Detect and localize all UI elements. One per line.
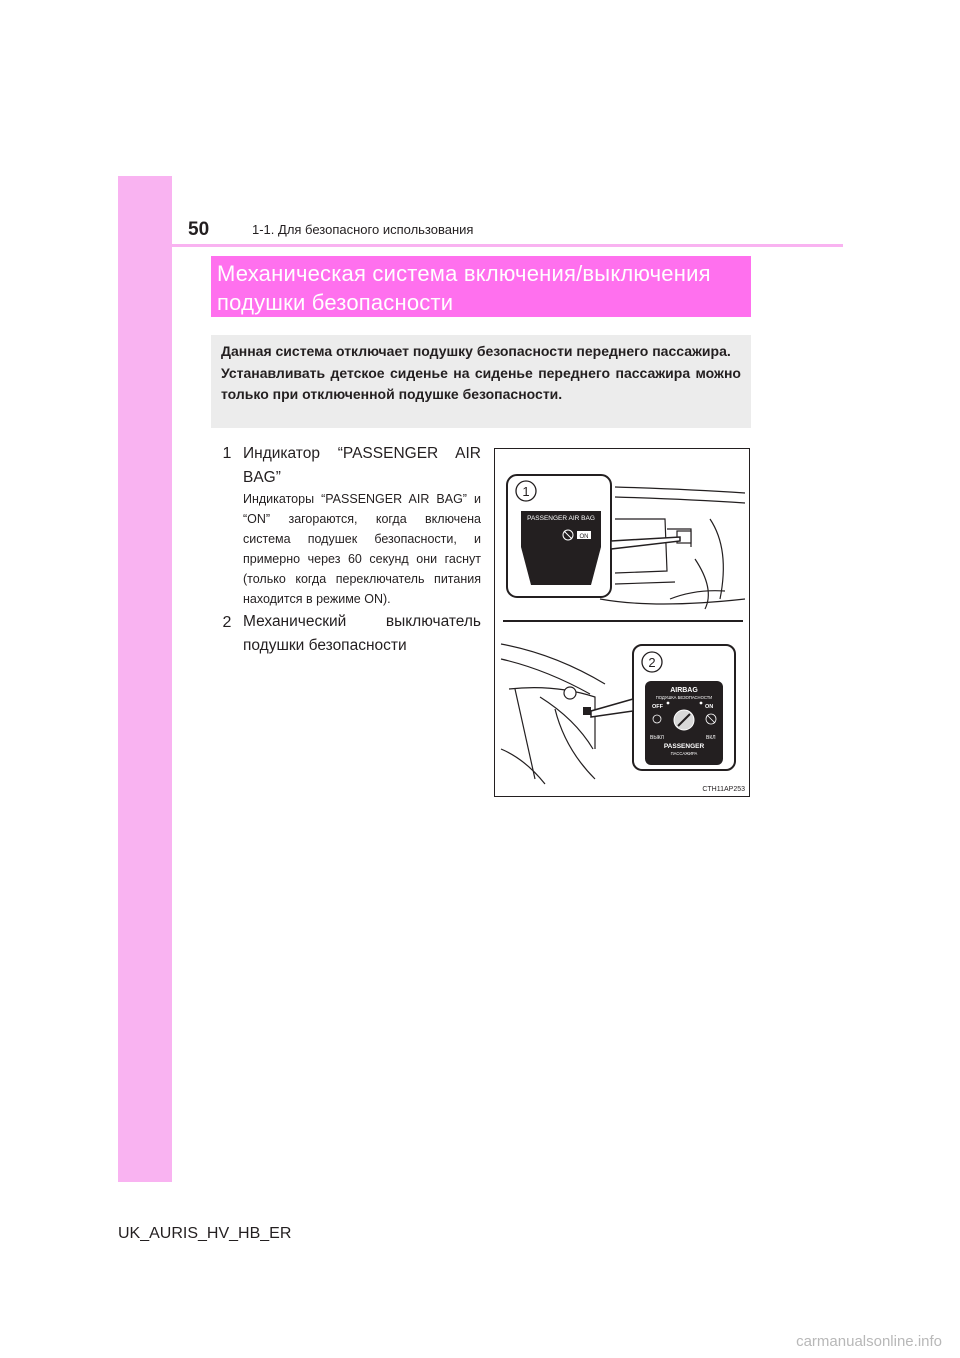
- item-number-1: 1: [222, 445, 232, 462]
- figure-code: CTH11AP253: [702, 786, 745, 793]
- switch-bottom-label: PASSENGER: [663, 743, 705, 750]
- indicator-panel: [521, 511, 601, 585]
- indicator-label: PASSENGER AIR BAG: [527, 515, 595, 522]
- switch-bottom-ru-label: ПАССАЖИРА: [670, 751, 698, 756]
- section-title: 1-1. Для безопасного использования: [252, 222, 474, 237]
- page-number: 50: [188, 219, 210, 240]
- intro-box: [211, 335, 751, 428]
- intro-line-1: Данная система отключает подушку безопасности переднего пассажира.: [221, 343, 731, 359]
- switch-on-ru-label: ВКЛ: [706, 735, 716, 741]
- item-2-title: Механический выключатель подушки безопасности: [243, 613, 481, 654]
- switch-off-ru-label: ВЫКЛ: [650, 735, 664, 741]
- switch-off-label: OFF: [652, 704, 663, 710]
- item-number-2: 2: [222, 614, 232, 631]
- header-rule: [172, 244, 843, 247]
- switch-on-label: ON: [705, 704, 714, 710]
- switch-top-label: AIRBAG: [670, 687, 698, 694]
- indicator-on-label: ON: [579, 534, 589, 540]
- document-code: UK_AURIS_HV_HB_ER: [118, 1225, 292, 1242]
- intro-line-2: Устанавливать детское сиденье на сиденье переднего пассажира можно только при отключенной подушке безопасности.: [221, 364, 741, 402]
- section-heading: Механическая система включения/выключения подушки безопасности: [211, 256, 751, 317]
- item-1-title: Индикатор “PASSENGER AIR BAG”: [243, 445, 481, 486]
- callout-2-label: 2: [648, 655, 656, 670]
- watermark: carmanualsonline.info: [796, 1333, 942, 1350]
- item-1-body: Индикаторы “PASSENGER AIR BAG” и “ON” загораются, когда включена система подушек безопасности, и примерно через 60 секунд они гаснут (только когда переключатель питания находится в режиме ON).: [243, 492, 481, 606]
- airbag-figure: [494, 448, 750, 797]
- side-tab-strip: [118, 176, 172, 1182]
- switch-top-ru-label: ПОДУШКА БЕЗОПАСНОСТИ: [655, 695, 713, 700]
- callout-1-label: 1: [522, 484, 530, 499]
